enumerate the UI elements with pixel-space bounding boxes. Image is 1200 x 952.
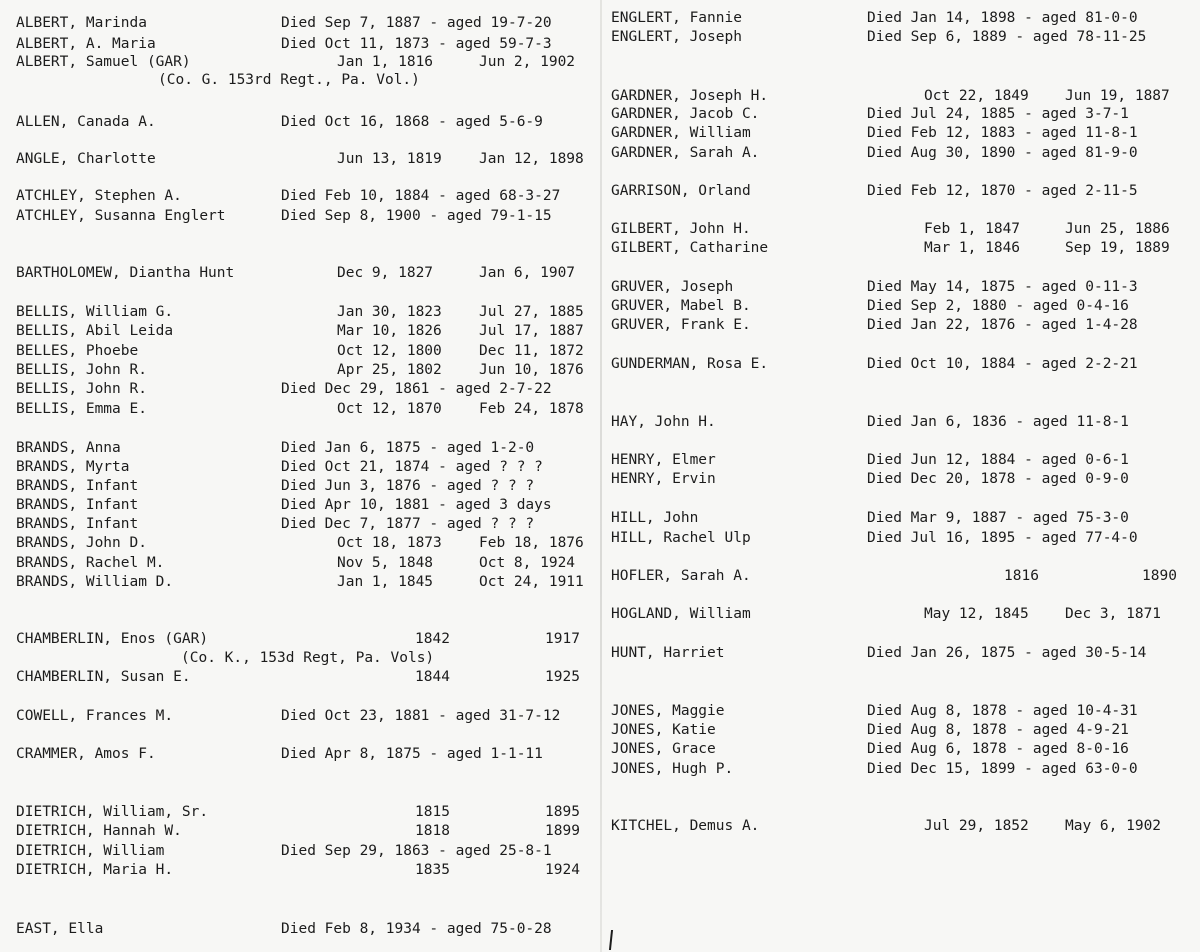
entry-death-info: Died Oct 21, 1874 - aged ? ? ?	[281, 459, 543, 475]
entry-death-info: Died Sep 2, 1880 - aged 0-4-16	[867, 298, 1129, 314]
entry-death-info: Died Aug 8, 1878 - aged 10-4-31	[867, 703, 1138, 719]
entry-name: ENGLERT, Joseph	[611, 29, 742, 45]
entry-death-info: Died Apr 8, 1875 - aged 1-1-11	[281, 746, 543, 762]
entry-death-date: Dec 3, 1871	[1065, 606, 1162, 622]
entry-name: JONES, Grace	[611, 741, 716, 757]
entry-death-date: Oct 8, 1924	[479, 555, 576, 571]
entry-death-info: Died Aug 6, 1878 - aged 8-0-16	[867, 741, 1129, 757]
entry-death-info: Died May 14, 1875 - aged 0-11-3	[867, 279, 1138, 295]
entry-death-date: May 6, 1902	[1065, 818, 1162, 834]
entry-birth-date: Apr 25, 1802	[337, 362, 442, 378]
entry-name: HILL, Rachel Ulp	[611, 530, 751, 546]
entry-birth-date: Oct 18, 1873	[337, 535, 442, 551]
entry-death-date: Feb 24, 1878	[479, 401, 584, 417]
entry-death-date: Jun 2, 1902	[479, 54, 576, 70]
entry-death-info: Died Sep 29, 1863 - aged 25-8-1	[281, 843, 552, 859]
entry-name: HENRY, Ervin	[611, 471, 716, 487]
entry-name: ALBERT, Marinda	[16, 15, 147, 31]
entry-birth-date: Jul 29, 1852	[924, 818, 1029, 834]
entry-death-info: Died Feb 8, 1934 - aged 75-0-28	[281, 921, 552, 937]
entry-name: GRUVER, Mabel B.	[611, 298, 751, 314]
entry-name: HAY, John H.	[611, 414, 716, 430]
entry-name: BRANDS, Anna	[16, 440, 121, 456]
entry-death-info: Died Apr 10, 1881 - aged 3 days	[281, 497, 552, 513]
entry-death-info: Died Feb 10, 1884 - aged 68-3-27	[281, 188, 561, 204]
entry-death-info: Died Jan 22, 1876 - aged 1-4-28	[867, 317, 1138, 333]
entry-birth-date: Jan 1, 1816	[337, 54, 434, 70]
entry-death-info: Died Jan 14, 1898 - aged 81-0-0	[867, 10, 1138, 26]
entry-name: HILL, John	[611, 510, 699, 526]
entry-death-date: Feb 18, 1876	[479, 535, 584, 551]
entry-death-date: Jan 6, 1907	[479, 265, 576, 281]
entry-name: GILBERT, Catharine	[611, 240, 769, 256]
entry-birth-date: Jan 30, 1823	[337, 304, 442, 320]
entry-birth-date: Mar 1, 1846	[924, 240, 1021, 256]
entry-death-date: Sep 19, 1889	[1065, 240, 1170, 256]
entry-death-info: Died Oct 23, 1881 - aged 31-7-12	[281, 708, 561, 724]
entry-death-info: Died Sep 6, 1889 - aged 78-11-25	[867, 29, 1147, 45]
entry-death-year: 1925	[545, 669, 580, 685]
entry-death-year: 1917	[545, 631, 580, 647]
entry-death-date: Jun 25, 1886	[1065, 221, 1170, 237]
entry-death-info: Died Mar 9, 1887 - aged 75-3-0	[867, 510, 1129, 526]
entry-death-info: Died Dec 20, 1878 - aged 0-9-0	[867, 471, 1129, 487]
entry-birth-date: Oct 12, 1870	[337, 401, 442, 417]
entry-death-year: 1924	[545, 862, 580, 878]
entry-death-date: Jul 17, 1887	[479, 323, 584, 339]
entry-name: GARDNER, Sarah A.	[611, 145, 760, 161]
entry-death-info: Died Jun 3, 1876 - aged ? ? ?	[281, 478, 535, 494]
entry-birth-year: 1818	[415, 823, 450, 839]
entry-name: HOFLER, Sarah A.	[611, 568, 751, 584]
entry-birth-year: 1842	[415, 631, 450, 647]
entry-name: ENGLERT, Fannie	[611, 10, 742, 26]
entry-birth-date: Nov 5, 1848	[337, 555, 434, 571]
entry-name: BRANDS, Myrta	[16, 459, 130, 475]
entry-death-info: Died Dec 29, 1861 - aged 2-7-22	[281, 381, 552, 397]
entry-death-date: Jul 27, 1885	[479, 304, 584, 320]
entry-birth-date: Jun 13, 1819	[337, 151, 442, 167]
entry-birth-date: Jan 1, 1845	[337, 574, 434, 590]
entry-death-info: Died Dec 15, 1899 - aged 63-0-0	[867, 761, 1138, 777]
entry-name: GILBERT, John H.	[611, 221, 751, 237]
entry-name: JONES, Katie	[611, 722, 716, 738]
entry-name: BRANDS, William D.	[16, 574, 174, 590]
entry-death-info: Died Jan 6, 1836 - aged 11-8-1	[867, 414, 1129, 430]
entry-death-year: 1895	[545, 804, 580, 820]
entry-death-info: Died Aug 30, 1890 - aged 81-9-0	[867, 145, 1138, 161]
entry-name: BELLIS, Abil Leida	[16, 323, 174, 339]
entry-death-info: Died Dec 7, 1877 - aged ? ? ?	[281, 516, 535, 532]
entry-name: BRANDS, Infant	[16, 478, 139, 494]
entry-name: GRUVER, Joseph	[611, 279, 734, 295]
entry-name: BRANDS, Rachel M.	[16, 555, 165, 571]
entry-name: BRANDS, Infant	[16, 516, 139, 532]
entry-name: ALLEN, Canada A.	[16, 114, 156, 130]
entry-death-info: Died Aug 8, 1878 - aged 4-9-21	[867, 722, 1129, 738]
pen-mark	[609, 930, 613, 950]
entry-name: BELLIS, John R.	[16, 362, 147, 378]
entry-death-info: Died Sep 7, 1887 - aged 19-7-20	[281, 15, 552, 31]
entry-name: HENRY, Elmer	[611, 452, 716, 468]
entry-name: ALBERT, A. Maria	[16, 36, 156, 52]
entry-name: ATCHLEY, Susanna Englert	[16, 208, 226, 224]
entry-birth-date: Feb 1, 1847	[924, 221, 1021, 237]
entry-death-info: Died Jun 12, 1884 - aged 0-6-1	[867, 452, 1129, 468]
entry-name: DIETRICH, Maria H.	[16, 862, 174, 878]
entry-name: ANGLE, Charlotte	[16, 151, 156, 167]
entry-death-date: Jun 10, 1876	[479, 362, 584, 378]
entry-death-info: Died Feb 12, 1883 - aged 11-8-1	[867, 125, 1138, 141]
entry-death-info: Died Oct 10, 1884 - aged 2-2-21	[867, 356, 1138, 372]
entry-death-date: Oct 24, 1911	[479, 574, 584, 590]
entry-name: HOGLAND, William	[611, 606, 751, 622]
entry-name: CHAMBERLIN, Enos (GAR)	[16, 631, 209, 647]
entry-birth-year: 1815	[415, 804, 450, 820]
entry-name: BELLIS, Emma E.	[16, 401, 147, 417]
entry-death-date: Jun 19, 1887	[1065, 88, 1170, 104]
entry-name: DIETRICH, William	[16, 843, 165, 859]
entry-name: CRAMMER, Amos F.	[16, 746, 156, 762]
entry-death-info: Died Jul 16, 1895 - aged 77-4-0	[867, 530, 1138, 546]
entry-name: EAST, Ella	[16, 921, 104, 937]
entry-name: ATCHLEY, Stephen A.	[16, 188, 182, 204]
entry-death-date: Dec 11, 1872	[479, 343, 584, 359]
entry-birth-year: 1844	[415, 669, 450, 685]
entry-name: GARDNER, Joseph H.	[611, 88, 769, 104]
entry-death-info: Died Feb 12, 1870 - aged 2-11-5	[867, 183, 1138, 199]
entry-name: DIETRICH, William, Sr.	[16, 804, 209, 820]
entry-name: BRANDS, John D.	[16, 535, 147, 551]
entry-death-info: Died Sep 8, 1900 - aged 79-1-15	[281, 208, 552, 224]
entry-birth-year: 1835	[415, 862, 450, 878]
entry-birth-date: Dec 9, 1827	[337, 265, 434, 281]
entry-regiment-note: (Co. G. 153rd Regt., Pa. Vol.)	[158, 72, 420, 88]
entry-birth-date: Oct 12, 1800	[337, 343, 442, 359]
entry-death-info: Died Jul 24, 1885 - aged 3-7-1	[867, 106, 1129, 122]
entry-name: GARDNER, Jacob C.	[611, 106, 760, 122]
entry-death-info: Died Oct 16, 1868 - aged 5-6-9	[281, 114, 543, 130]
entry-name: GARRISON, Orland	[611, 183, 751, 199]
entry-death-year: 1890	[1142, 568, 1177, 584]
entry-birth-date: Oct 22, 1849	[924, 88, 1029, 104]
entry-name: ALBERT, Samuel (GAR)	[16, 54, 191, 70]
entry-name: BELLIS, William G.	[16, 304, 174, 320]
entry-death-info: Died Oct 11, 1873 - aged 59-7-3	[281, 36, 552, 52]
entry-name: JONES, Hugh P.	[611, 761, 734, 777]
entry-birth-date: May 12, 1845	[924, 606, 1029, 622]
entry-name: KITCHEL, Demus A.	[611, 818, 760, 834]
entry-name: BELLES, Phoebe	[16, 343, 139, 359]
entry-birth-date: Mar 10, 1826	[337, 323, 442, 339]
entry-name: GRUVER, Frank E.	[611, 317, 751, 333]
entry-death-date: Jan 12, 1898	[479, 151, 584, 167]
entry-name: DIETRICH, Hannah W.	[16, 823, 182, 839]
entry-name: GUNDERMAN, Rosa E.	[611, 356, 769, 372]
entry-death-year: 1899	[545, 823, 580, 839]
entry-regiment-note: (Co. K., 153d Regt, Pa. Vols)	[181, 650, 435, 666]
entry-death-info: Died Jan 6, 1875 - aged 1-2-0	[281, 440, 535, 456]
entry-name: HUNT, Harriet	[611, 645, 725, 661]
entry-birth-year: 1816	[1004, 568, 1039, 584]
entry-name: CHAMBERLIN, Susan E.	[16, 669, 191, 685]
entry-name: GARDNER, William	[611, 125, 751, 141]
entry-name: COWELL, Frances M.	[16, 708, 174, 724]
entry-name: BRANDS, Infant	[16, 497, 139, 513]
entry-name: BARTHOLOMEW, Diantha Hunt	[16, 265, 235, 281]
entry-death-info: Died Jan 26, 1875 - aged 30-5-14	[867, 645, 1147, 661]
entry-name: BELLIS, John R.	[16, 381, 147, 397]
entry-name: JONES, Maggie	[611, 703, 725, 719]
column-divider	[600, 0, 602, 952]
